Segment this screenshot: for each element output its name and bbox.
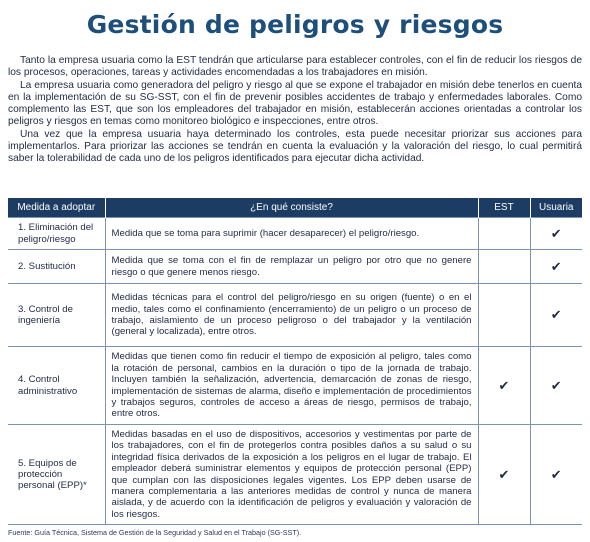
check-icon: ✔ xyxy=(550,466,562,482)
measures-table-container xyxy=(8,198,582,525)
cell-est xyxy=(478,284,530,347)
page-title: Gestión de peligros y riesgos xyxy=(86,10,504,39)
cell-est xyxy=(478,347,530,425)
check-icon: ✔ xyxy=(550,225,562,241)
cell-est xyxy=(478,425,530,525)
table-row xyxy=(8,347,582,425)
cell-medida: 5. Equipos de protección personal (EPP)* xyxy=(8,425,105,525)
header-medida: Medida a adoptar xyxy=(8,198,105,218)
cell-medida: 3. Control de ingeniería xyxy=(8,284,105,347)
intro-paragraph: Tanto la empresa usuaria como la EST tendrán que articularse para establecer controles, con el fin de reducir los riesgos de los procesos, operaciones, tareas y actividades encomendadas a los trabajadores en misión. xyxy=(8,55,582,79)
intro-text xyxy=(8,55,582,166)
cell-medida: 4. Control administrativo xyxy=(8,347,105,425)
cell-usuaria xyxy=(530,347,582,425)
check-icon: ✔ xyxy=(498,377,510,393)
cell-usuaria xyxy=(530,284,582,347)
check-icon: ✔ xyxy=(550,307,562,323)
source-note: Fuente: Guía Técnica, Sistema de Gestión de la Seguridad y Salud en el Trabajo (SG-SST). xyxy=(8,528,302,537)
cell-usuaria xyxy=(530,250,582,284)
intro-paragraph: La empresa usuaria como generadora del peligro y riesgo al que se expone el trabajador en misión debe tenerlos en cuenta en la implementación de su SG-SST, con el fin de prevenir posibles accidentes de trabajo y enfermedades laborales. Como complemento las EST, que son los empleadores del trabajador en misión, establecerán acciones orientadas a controlar los peligros y riesgos en temas como monitoreo biológico e inspecciones, entre otros. xyxy=(8,79,582,128)
measures-table xyxy=(8,198,582,525)
cell-consiste: Medida que se toma para suprimir (hacer desaparecer) el peligro/riesgo. xyxy=(105,218,478,250)
header-consiste: ¿En qué consiste? xyxy=(105,198,478,218)
table-row xyxy=(8,250,582,284)
intro-paragraph: Una vez que la empresa usuaria haya determinado los controles, esta puede necesitar priorizar sus acciones para implementarlos. Para priorizar las acciones se tendrán en cuenta la evaluación y la valoración del riesgo, lo cual permitirá saber la tolerabilidad de cada uno de los peligros identificados para ejecutar dicha actividad. xyxy=(8,128,582,165)
table-row xyxy=(8,218,582,250)
cell-consiste: Medida que se toma con el fin de remplazar un peligro por otro que no genere riesgo o que genere menos riesgo. xyxy=(105,250,478,284)
cell-est xyxy=(478,250,530,284)
table-body xyxy=(8,218,582,525)
table-row xyxy=(8,425,582,525)
cell-usuaria xyxy=(530,425,582,525)
check-icon: ✔ xyxy=(550,377,562,393)
cell-est xyxy=(478,218,530,250)
cell-consiste: Medidas basadas en el uso de dispositivos, accesorios y vestimentas por parte de los trabajadores, con el fin de protegerlos contra posibles daños a su salud o su integridad física derivados de la exposición a los peligros en el lugar de trabajo. El empleador deberá suministrar elementos y equipos de protección personal (EPP) que cumplan con las disposiciones legales vigentes. Los EPP deben usarse de manera complementaria a las anteriores medidas de control y nunca de manera aislada, y de acuerdo con la identificación de peligros y evaluación y valoración de los riesgos. xyxy=(105,425,478,525)
header-est: EST xyxy=(478,198,530,218)
table-row xyxy=(8,284,582,347)
cell-medida: 1. Eliminación del peligro/riesgo xyxy=(8,218,105,250)
check-icon: ✔ xyxy=(550,258,562,274)
table-header-row xyxy=(8,198,582,218)
cell-consiste: Medidas que tienen como fin reducir el tiempo de exposición al peligro, tales como la rotación de personal, cambios en la duración o tipo de la jornada de trabajo. Incluyen también la señalización, advertencia, demarcación de zonas de riesgo, implementación de sistemas de alarma, diseño e implementación de procedimientos y trabajos seguros, controles de acceso a áreas de riesgo, permisos de trabajo, entre otros. xyxy=(105,347,478,425)
check-icon: ✔ xyxy=(498,466,510,482)
header-usuaria: Usuaria xyxy=(530,198,582,218)
cell-usuaria xyxy=(530,218,582,250)
cell-consiste: Medidas técnicas para el control del peligro/riesgo en su origen (fuente) o en el medio, tales como el confinamiento (encerramiento) de un peligro o un proceso de trabajo, aislamiento de un proceso peligroso o del trabajador y la ventilación (general y localizada), entre otros. xyxy=(105,284,478,347)
cell-medida: 2. Sustitución xyxy=(8,250,105,284)
